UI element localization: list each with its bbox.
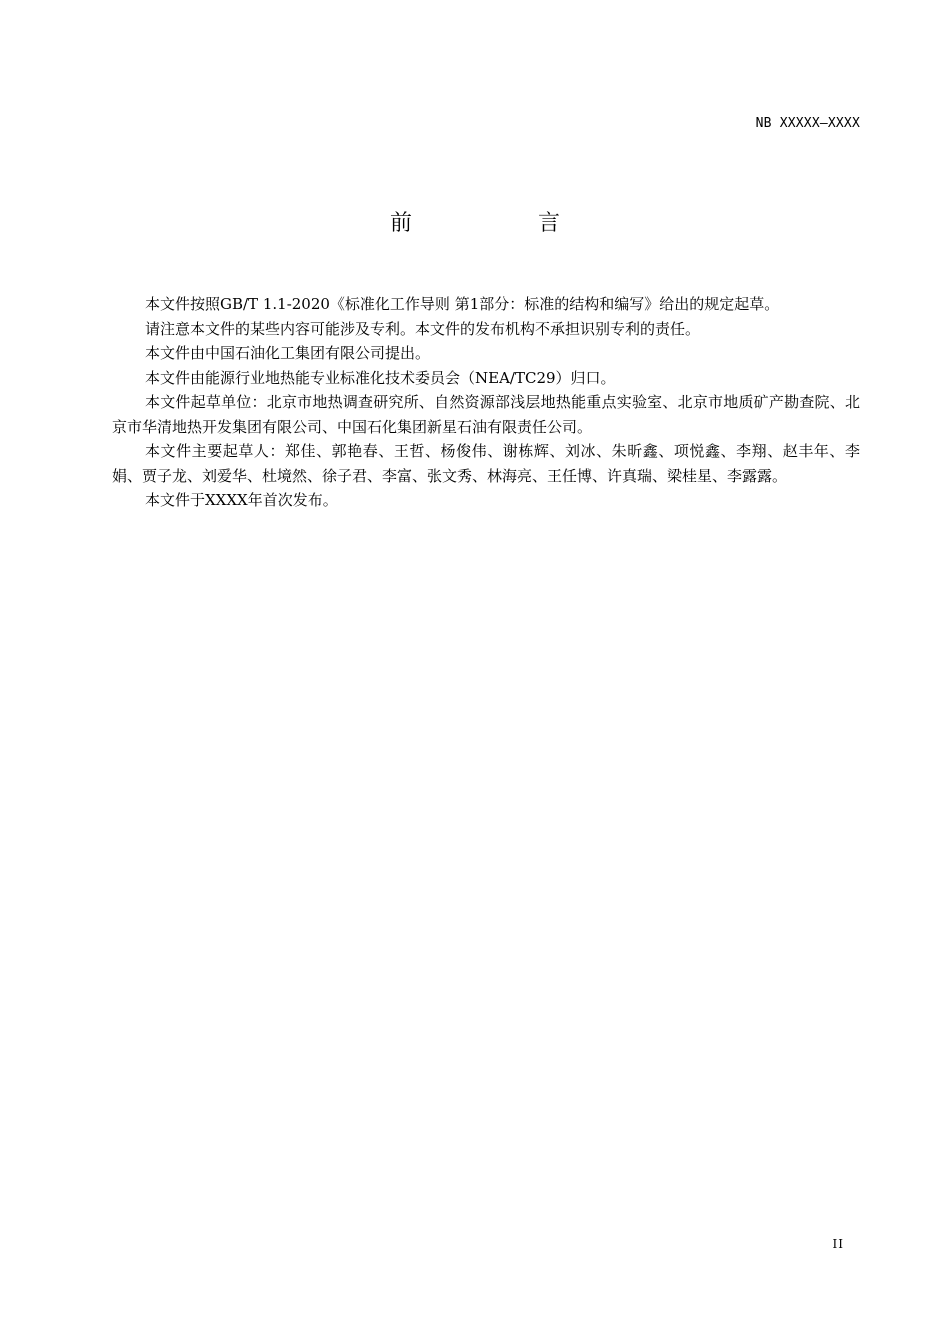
document-code: NB XXXXX—XXXX bbox=[755, 116, 860, 131]
paragraph-patent-notice: 请注意本文件的某些内容可能涉及专利。本文件的发布机构不承担识别专利的责任。 bbox=[145, 319, 701, 338]
paragraph-drafters: 本文件主要起草人：郑佳、郭艳春、王哲、杨俊伟、谢栋辉、刘冰、朱昕鑫、项悦鑫、李翔、赵丰年、李娟、贾子龙、刘爱华、杜境然、徐子君、李富、张文秀、林海亮、王任博、许真瑞、梁桂星、李露露。 bbox=[112, 442, 860, 485]
paragraph-proposer: 本文件由中国石油化工集团有限公司提出。 bbox=[145, 344, 431, 362]
preface-body bbox=[112, 292, 860, 513]
page-number: II bbox=[832, 1237, 844, 1251]
paragraph-drafting-rules: 本文件按照GB/T 1.1-2020《标准化工作导则 第1部分：标准的结构和编写》给出的规定起草。 bbox=[145, 295, 780, 313]
paragraph-drafting-units: 本文件起草单位：北京市地热调查研究所、自然资源部浅层地热能重点实验室、北京市地质矿产勘查院、北京市华清地热开发集团有限公司、中国石化集团新星石油有限责任公司。 bbox=[112, 393, 860, 436]
paragraph-first-release: 本文件于XXXX年首次发布。 bbox=[145, 491, 338, 509]
page-title: 前 言 bbox=[389, 211, 612, 236]
paragraph-administration: 本文件由能源行业地热能专业标准化技术委员会（NEA/TC29）归口。 bbox=[145, 368, 616, 387]
